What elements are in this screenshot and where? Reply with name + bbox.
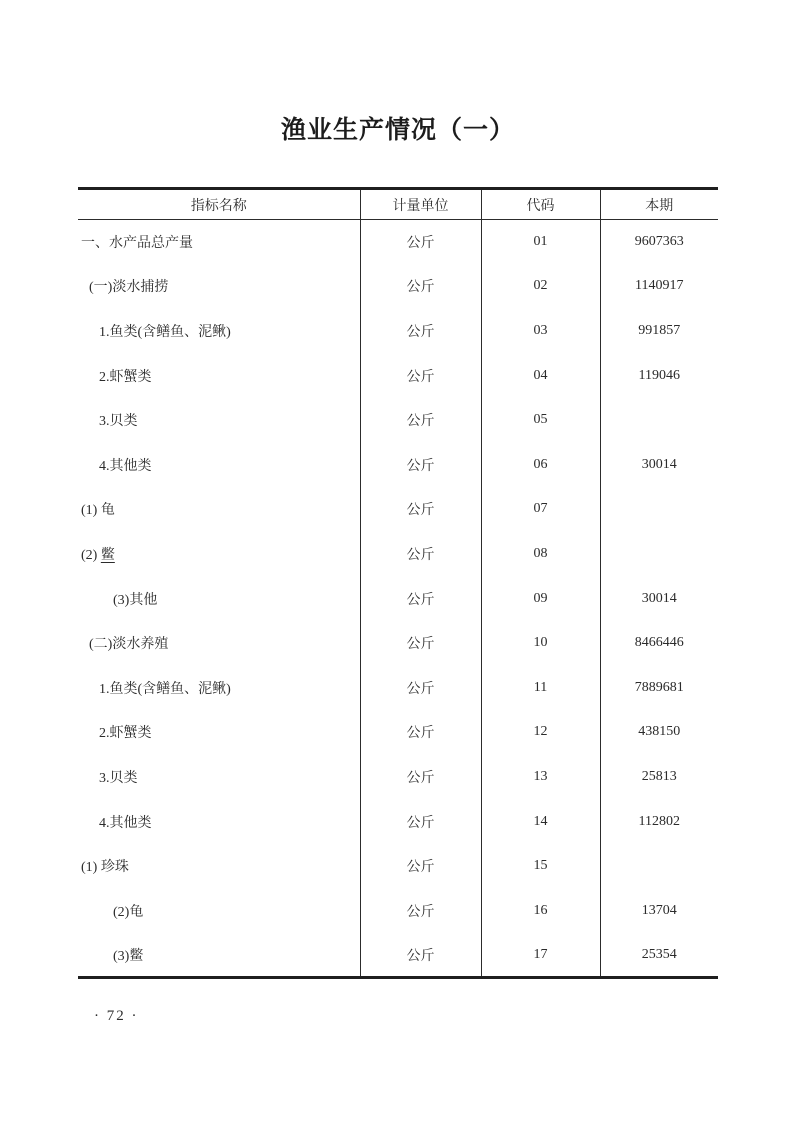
indicator-name-cell [78,309,360,354]
value-cell: 991857 [600,309,718,354]
page-number: · 72 · [94,1008,139,1025]
code-cell: 15 [481,844,600,889]
indicator-name: 1.鱼类(含鳝鱼、泥鳅) [99,324,231,340]
unit-cell: 公斤 [360,532,481,577]
indicator-name: (一)淡水捕捞 [89,280,169,296]
unit-cell: 公斤 [360,799,481,844]
table-row [78,353,718,398]
indicator-name: 4.其他类 [99,458,152,474]
indicator-name-cell [78,665,360,710]
indicator-name: (1) 龟 [81,503,115,519]
value-cell: 7889681 [600,665,718,710]
table-row [78,532,718,577]
indicator-name-cell [78,264,360,309]
indicator-name-cell [78,442,360,487]
code-cell: 13 [481,755,600,800]
code-cell: 08 [481,532,600,577]
value-cell: 13704 [600,888,718,933]
indicator-name-cell [78,353,360,398]
value-cell: 8466446 [600,621,718,666]
indicator-name-cell [78,532,360,577]
unit-cell: 公斤 [360,576,481,621]
indicator-name-cell [78,888,360,933]
table-row [78,487,718,532]
code-cell: 05 [481,398,600,443]
column-header-unit: 计量单位 [360,189,481,220]
table-row [78,264,718,309]
indicator-name: (1) 珍珠 [81,860,129,876]
value-cell [600,398,718,443]
unit-cell: 公斤 [360,710,481,755]
document-page [78,0,718,1025]
table-row [78,710,718,755]
table-row [78,576,718,621]
table-row [78,844,718,889]
unit-cell: 公斤 [360,755,481,800]
value-cell [600,487,718,532]
indicator-name: 1.鱼类(含鳝鱼、泥鳅) [99,681,231,697]
code-cell: 07 [481,487,600,532]
code-cell: 03 [481,309,600,354]
indicator-name-cell [78,220,360,265]
unit-cell: 公斤 [360,933,481,978]
table-row [78,398,718,443]
fishery-production-table [78,187,718,979]
indicator-name-cell [78,755,360,800]
unit-cell: 公斤 [360,398,481,443]
table-row [78,220,718,265]
indicator-name-cell [78,398,360,443]
code-cell: 02 [481,264,600,309]
indicator-name: 一、水产品总产量 [81,236,193,252]
indicator-name: (2) [81,547,101,563]
indicator-name: (2)龟 [113,904,144,920]
indicator-name: 4.其他类 [99,815,152,831]
indicator-name-cell [78,576,360,621]
value-cell: 438150 [600,710,718,755]
indicator-name: 3.贝类 [99,414,138,430]
unit-cell: 公斤 [360,665,481,710]
table-row [78,888,718,933]
code-cell: 06 [481,442,600,487]
indicator-name-cell [78,844,360,889]
table-body [78,220,718,978]
value-cell: 25813 [600,755,718,800]
code-cell: 12 [481,710,600,755]
indicator-name: 2.虾蟹类 [99,726,152,742]
unit-cell: 公斤 [360,264,481,309]
unit-cell: 公斤 [360,888,481,933]
indicator-name-cell [78,933,360,978]
indicator-name: (3)鳖 [113,948,144,964]
page-title: 渔业生产情况（一） [280,117,515,144]
unit-cell: 公斤 [360,621,481,666]
value-cell: 112802 [600,799,718,844]
value-cell: 30014 [600,442,718,487]
column-header-indicator-name: 指标名称 [78,189,360,220]
code-cell: 10 [481,621,600,666]
value-cell: 1140917 [600,264,718,309]
table-row [78,309,718,354]
unit-cell: 公斤 [360,220,481,265]
indicator-name-cell [78,487,360,532]
code-cell: 09 [481,576,600,621]
value-cell [600,844,718,889]
table-row [78,442,718,487]
code-cell: 04 [481,353,600,398]
value-cell [600,532,718,577]
table-row [78,755,718,800]
value-cell: 30014 [600,576,718,621]
indicator-name: 2.虾蟹类 [99,369,152,385]
column-header-code: 代码 [481,189,600,220]
indicator-name-cell [78,799,360,844]
unit-cell: 公斤 [360,309,481,354]
unit-cell: 公斤 [360,487,481,532]
indicator-name: (3)其他 [113,592,158,608]
indicator-name-cell [78,710,360,755]
unit-cell: 公斤 [360,844,481,889]
table-row [78,933,718,978]
unit-cell: 公斤 [360,353,481,398]
code-cell: 14 [481,799,600,844]
code-cell: 16 [481,888,600,933]
code-cell: 01 [481,220,600,265]
unit-cell: 公斤 [360,442,481,487]
column-header-current-period: 本期 [600,189,718,220]
table-row [78,799,718,844]
indicator-name-underlined: 鳖 [100,547,115,563]
code-cell: 11 [481,665,600,710]
indicator-name: 3.贝类 [99,770,138,786]
indicator-name: (二)淡水养殖 [89,637,169,653]
code-cell: 17 [481,933,600,978]
table-row [78,621,718,666]
table-row [78,665,718,710]
value-cell: 25354 [600,933,718,978]
value-cell: 9607363 [600,220,718,265]
indicator-name-cell [78,621,360,666]
table-header-row [78,189,718,220]
value-cell: 119046 [600,353,718,398]
